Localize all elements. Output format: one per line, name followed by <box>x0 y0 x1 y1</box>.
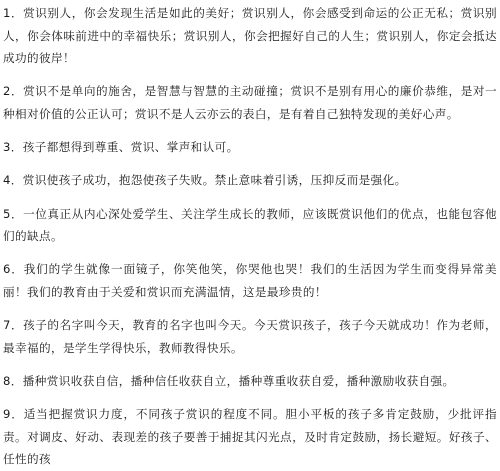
paragraph-5: 5．一位真正从内心深处爱学生、关注学生成长的教师，应该既赏识他们的优点，也能包容他们的缺点。 <box>3 206 497 244</box>
paragraph-1: 1．赏识别人，你会发现生活是如此的美好；赏识别人，你会感受到命运的公正无私；赏识别人，你会体味前进中的幸福快乐；赏识别人，你会把握好自己的人生；赏识别人，你定会抵达成功的彼岸！ <box>3 6 497 66</box>
paragraph-2: 2．赏识不是单向的施舍，是智慧与智慧的主动碰撞；赏识不是别有用心的廉价恭维，是对一种相对价值的公正认可；赏识不是人云亦云的表白，是有着自己独特发现的美好心声。 <box>3 84 497 121</box>
paragraph-3: 3．孩子都想得到尊重、赏识、掌声和认可。 <box>3 140 239 155</box>
paragraph-9: 9．适当把握赏识力度，不同孩子赏识的程度不同。胆小平板的孩子多肯定鼓励，少批评指责。对调皮、好动、表现差的孩子要善于捕捉其闪光点，及时肯定鼓励，扬长避短。好孩子、任性的孩 <box>3 407 497 467</box>
paragraph-7: 7．孩子的名字叫今天，教育的名字也叫今天。今天赏识孩子，孩子今天就成功！作为老师，最幸福的，是学生学得快乐，教师教得快乐。 <box>3 318 497 355</box>
paragraph-6: 6．我们的学生就像一面镜子，你笑他笑，你哭他也哭！我们的生活因为学生而变得异常美丽！我们的教育由于关爱和赏识而充满温情，这是最珍贵的！ <box>3 262 497 299</box>
paragraph-8: 8．播种赏识收获自信，播种信任收获自立，播种尊重收获自爱，播种激励收获自强。 <box>3 373 455 388</box>
paragraph-4: 4．赏识使孩子成功，抱怨使孩子失败。禁止意味着引诱，压抑反而是强化。 <box>3 173 407 188</box>
